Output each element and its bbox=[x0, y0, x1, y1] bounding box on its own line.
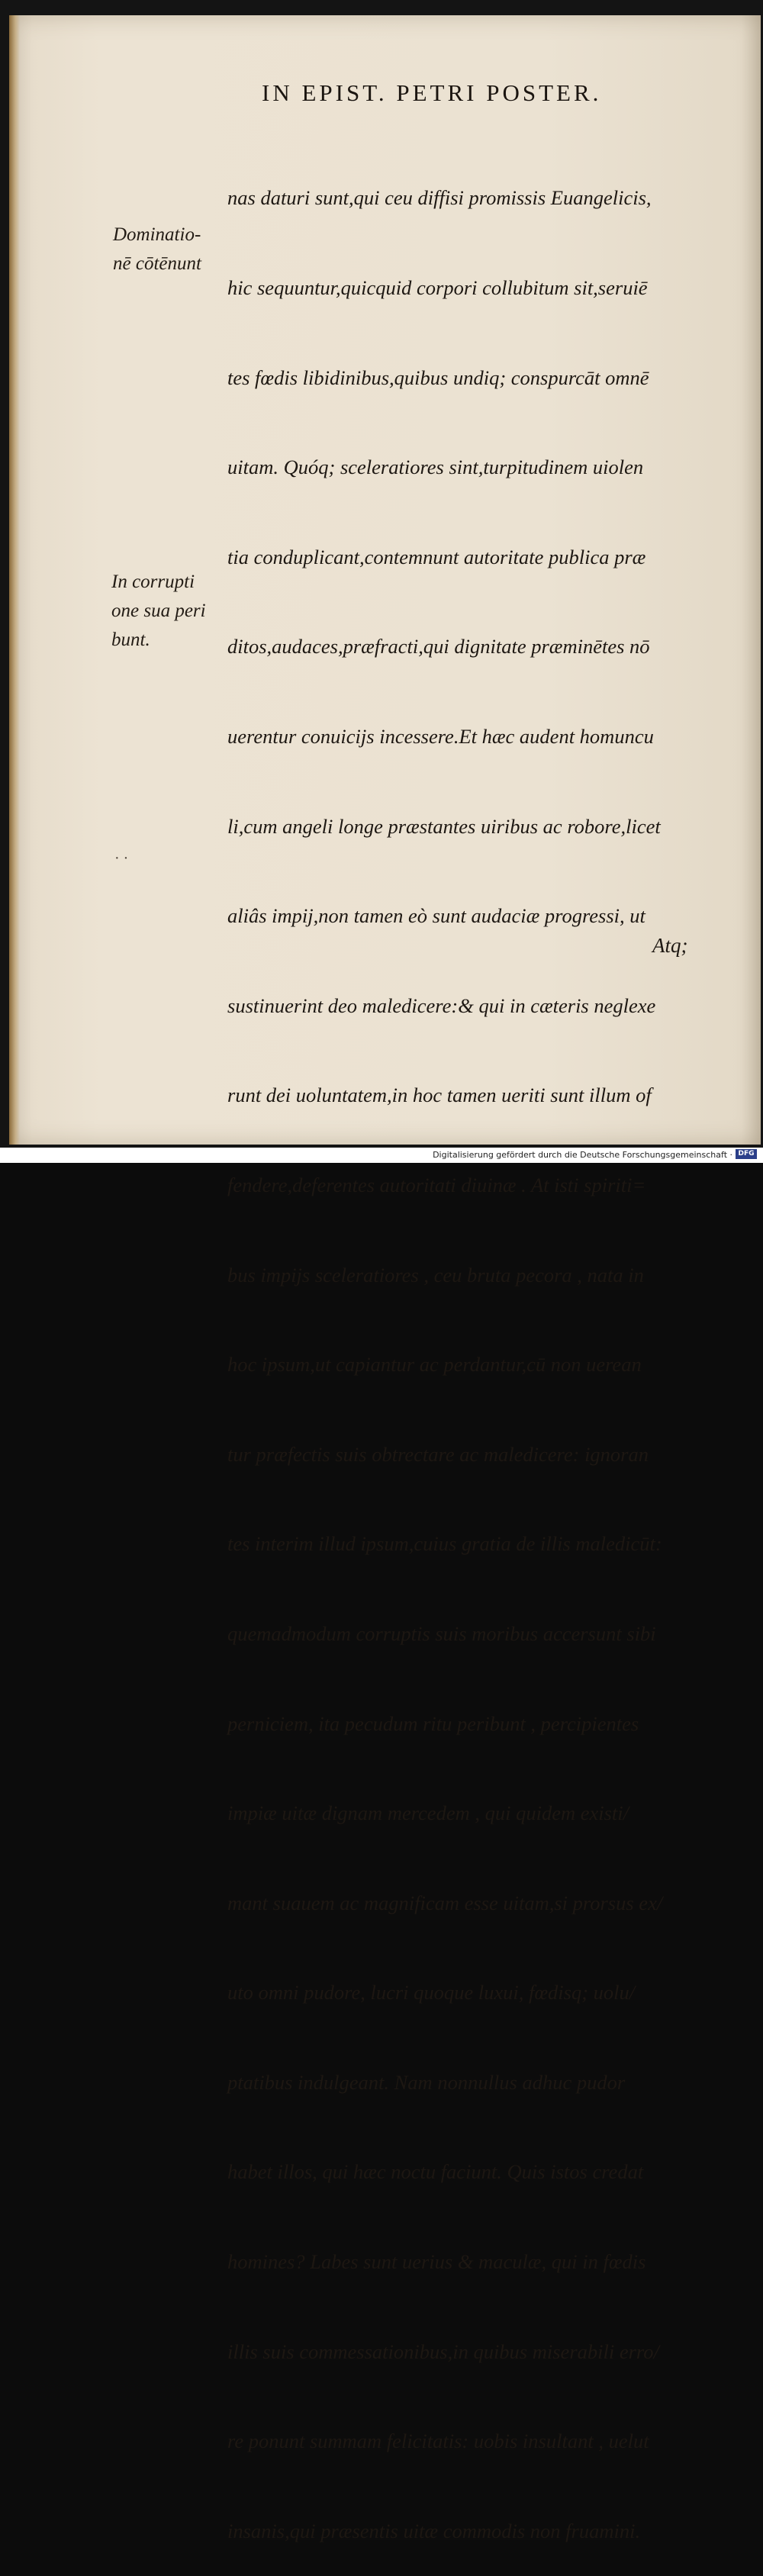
text-line: quemadmodum corruptis suis moribus accersunt sibi bbox=[227, 1621, 656, 1645]
running-header: IN EPIST. PETRI POSTER. bbox=[262, 79, 602, 106]
text-line: nas daturi sunt,qui ceu diffisi promissis Euangelicis, bbox=[227, 186, 652, 210]
text-line: runt dei uoluntatem,in hoc tamen ueriti sunt illum of bbox=[227, 1084, 652, 1107]
text-line: homines? Labes sunt uerius & maculæ, qui in fœdis bbox=[227, 2250, 646, 2274]
text-line: uerentur conuicijs incessere.Et hæc audent homuncu bbox=[227, 724, 654, 748]
text-line: mant suauem ac magnificam esse uitam,si prorsus ex/ bbox=[227, 1891, 663, 1914]
text-line: ptatibus indulgeant. Nam nonnullus adhuc pudor bbox=[227, 2070, 626, 2094]
marginal-note-dominatione: Dominatio- nē cōtēnunt bbox=[113, 224, 201, 274]
footer-credit: Digitalisierung gefördert durch die Deutsche Forschungsgemeinschaft · bbox=[433, 1150, 732, 1160]
text-line: impiæ uitæ dignam mercedem , qui quidem existi/ bbox=[227, 1802, 629, 1825]
text-line: tes interim illud ipsum,cuius gratia de illis maledicūt: bbox=[227, 1532, 662, 1556]
text-line: aliâs impij,non tamen eò sunt audaciæ progressi, ut bbox=[227, 904, 645, 928]
text-line: uto omni pudore, lucri quoque luxui, fœdisq; uolu/ bbox=[227, 1981, 636, 2004]
text-line: sustinuerint deo maledicere:& qui in cæteris neglexe bbox=[227, 993, 656, 1017]
text-line: perniciem, ita pecudum ritu peribunt , percipientes bbox=[227, 1711, 639, 1735]
text-line: tes fœdis libidinibus,quibus undiq; conspurcāt omnē bbox=[227, 365, 649, 389]
text-line: hic sequuntur,quicquid corpori collubitum sit,seruiē bbox=[227, 276, 648, 299]
dfg-logo: DFG bbox=[736, 1149, 757, 1159]
text-line: bus impijs sceleratiores , ceu bruta pecora , nata in bbox=[227, 1263, 644, 1286]
stray-ink-mark: · · bbox=[114, 850, 129, 867]
text-line: tur præfectis suis obtrectare ac maledicere: ignoran bbox=[227, 1442, 649, 1466]
body-text bbox=[227, 124, 716, 2576]
text-line: re ponunt summam felicitatis: uobis insultant , uelut bbox=[227, 2429, 649, 2453]
text-line: uitam. Quóq; sceleratiores sint,turpitudinem uiolen bbox=[227, 456, 644, 479]
text-line: ditos,audaces,præfracti,qui dignitate præminētes nō bbox=[227, 635, 650, 658]
page-gutter-shadow bbox=[9, 15, 20, 1145]
text-line: illis suis commessationibus,in quibus miserabili erro/ bbox=[227, 2339, 659, 2363]
text-line: habet illos, qui hæc noctu faciunt. Quis istos credat bbox=[227, 2160, 644, 2184]
text-line: insanis,qui præsentis uitæ commodis non fruamini. bbox=[227, 2519, 641, 2542]
catchword: Atq; bbox=[652, 934, 688, 957]
text-line: tia conduplicant,contemnunt autoritate publica præ bbox=[227, 545, 646, 568]
text-line: hoc ipsum,ut capiantur ac perdantur,cū non uerean bbox=[227, 1353, 642, 1377]
marginal-note-in-corruptione: In corrupti one sua peri bunt. bbox=[111, 572, 206, 650]
text-line: li,cum angeli longe præstantes uiribus ac robore,licet bbox=[227, 814, 661, 838]
text-line: fendere,deferentes autoritati diuinæ . At isti spiriti= bbox=[227, 1173, 646, 1196]
